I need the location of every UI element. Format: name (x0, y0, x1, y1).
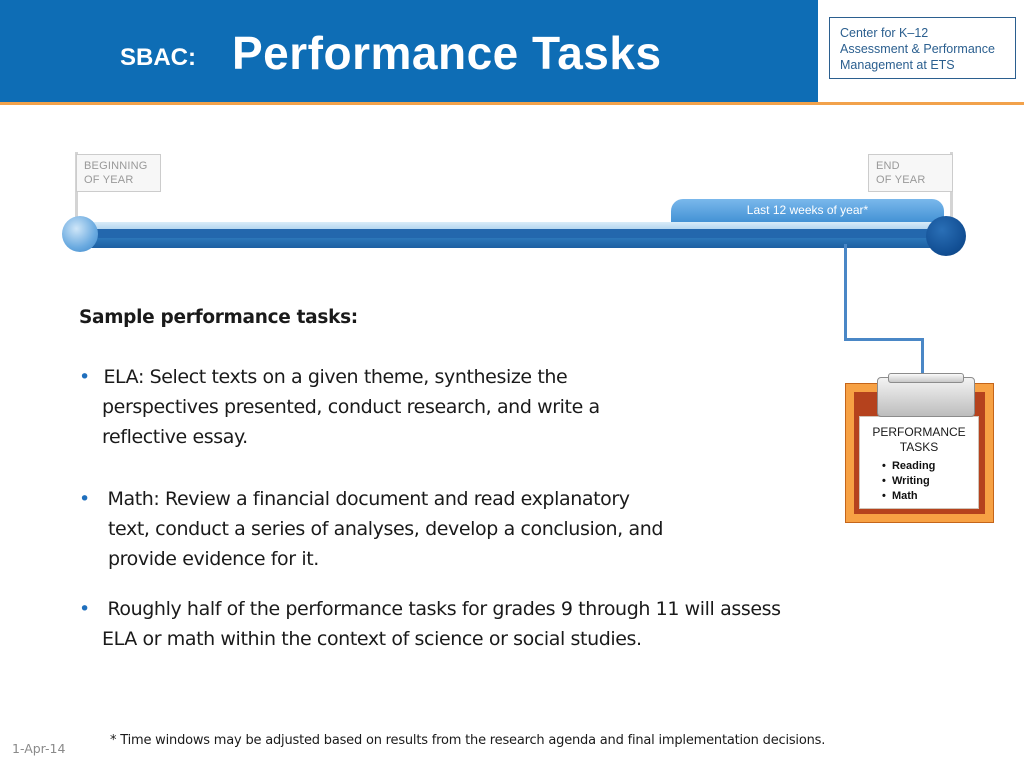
logo-line-1: Center for K–12 (840, 26, 929, 40)
end-flag-line2: OF YEAR (876, 174, 926, 186)
clipboard-title-line2: TASKS (899, 440, 939, 454)
bullet-line: reflective essay. (102, 426, 248, 448)
logo-line-2: Assessment & Performance (840, 42, 995, 56)
start-flag (76, 154, 161, 192)
clipboard-clamp-top-icon (888, 373, 964, 383)
bullet-icon: • (79, 598, 90, 620)
bullet-line: text, conduct a series of analyses, develop a conclusion, and (108, 518, 664, 540)
clipboard-item: • Reading (882, 460, 936, 472)
clipboard-clamp-icon (877, 377, 975, 417)
bullet-icon: • (882, 460, 886, 472)
timeline-end-marker (926, 216, 966, 256)
bullet-line: perspectives presented, conduct research, and write a (102, 396, 600, 418)
start-flag-line1: BEGINNING (84, 160, 148, 172)
bullet-line: ELA: Select texts on a given theme, synthesize the (103, 366, 568, 388)
bullet-line: Roughly half of the performance tasks for grades 9 through 11 will assess (107, 598, 781, 620)
logo-line-3: Management at ETS (840, 58, 955, 72)
end-flag-line1: END (876, 160, 900, 172)
timeline-bar-core (95, 229, 930, 238)
bullet-math (79, 484, 630, 514)
last-12-weeks-window: Last 12 weeks of year* (671, 199, 944, 224)
bullet-grades (79, 594, 781, 624)
clipboard-item: • Writing (882, 475, 930, 487)
header-divider (0, 102, 1024, 105)
clipboard-title (859, 425, 979, 455)
bullet-ela (79, 362, 567, 392)
bullet-line: provide evidence for it. (108, 548, 319, 570)
section-heading: Sample performance tasks: (79, 307, 358, 328)
bullet-icon: • (882, 475, 886, 487)
bullet-icon: • (882, 490, 886, 502)
connector-line (844, 244, 847, 340)
bullet-line: ELA or math within the context of science or social studies. (102, 628, 642, 650)
connector-line (844, 338, 924, 341)
bullet-icon: • (79, 488, 90, 510)
slide-date: 1-Apr-14 (12, 741, 66, 756)
clipboard-title-line1: PERFORMANCE (872, 425, 966, 439)
bullet-icon: • (79, 366, 90, 388)
bullet-line: Math: Review a financial document and read explanatory (107, 488, 630, 510)
clipboard-list (882, 459, 935, 504)
end-flag (868, 154, 953, 192)
footnote: * Time windows may be adjusted based on results from the research agenda and final implementation decisions. (110, 733, 826, 748)
timeline-start-marker (62, 216, 98, 252)
slide-title: Performance Tasks (232, 27, 662, 79)
clipboard-item: • Math (882, 490, 918, 502)
title-prefix: SBAC: (120, 44, 196, 71)
start-flag-line2: OF YEAR (84, 174, 134, 186)
